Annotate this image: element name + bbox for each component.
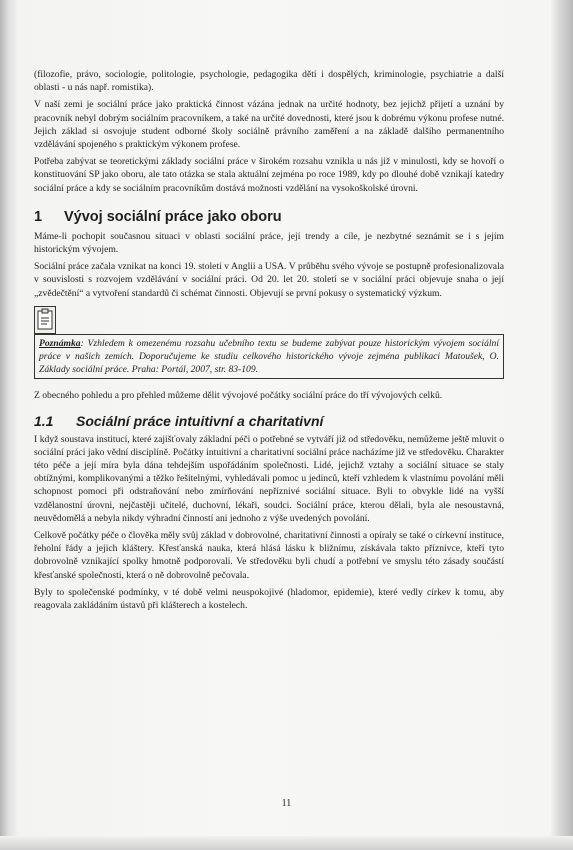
paragraph-overview: Z obecného pohledu a pro přehled můžeme dělit vývojové počátky sociální práce do tří vývojových celků. <box>34 390 443 402</box>
subsection-title: Sociální práce intuitivní a charitativní <box>76 412 324 429</box>
note-icon <box>34 306 56 334</box>
paragraph-history-intro: Máme-li pochopit současnou situaci v oblasti sociální práce, její trendy a cíle, je nezbytné seznámit se i s jejím historickým vývojem. <box>34 230 504 256</box>
paragraph-theory-need: Potřeba zabývat se teoretickými základy sociální práce v širokém rozsahu vznikla u nás již v minulosti, kdy se hovoří o konstituování SP jako oboru, ale tato otázka se stala aktuální zejména po roce 1989, kdy po dlouhé době vznikají katedry sociální práce a kdy se sociálním pracovníkům dostává možnosti vzdělání na vysokoškolské úrovni. <box>34 156 504 194</box>
paragraph-medieval-care: I když soustava institucí, které zajišťovaly základní péči o potřebné se vytváří již od středověku, nemůžeme ještě mluvit o sociální práci jako vědní disciplíně. Počátky intuitivní a charitativní sociální práce nacházíme již ve středověku. Charakter této péče a její míra byla dána tehdejším uspořádáním společnosti. Lidé, jejichž vztahy a sociální situace se staly obtížnými, komplikovanými a těžko řešitelnými, vyhledávali pomoc u jedinců, kteří vzhledem k vlastnímu povolání měli schopnost pomoci při odstraňování nebo zmírňování nepříznivé sociální situace. Byli to obvykle lidé na vyšší vzdělanostní úrovni, nejčastěji učitelé, duchovní, lékaři, soudci. Sociální práce, kterou dělali, byla ale nesoustavná, neuvědomělá a nebyla nikdy výhradní činností ani jednoho z výše uvedených povolání. <box>34 433 504 524</box>
note-box <box>34 334 504 380</box>
page-content <box>34 68 504 616</box>
paragraph-social-conditions: Byly to společenské podmínky, v té době velmi neuspokojivé (hladomor, epidemie), které vedly církev k tomu, aby reagovala zakládáním ústavů při klášterech a kostelech. <box>34 586 504 612</box>
section-heading-1 <box>34 209 504 225</box>
page-number: 11 <box>281 798 292 809</box>
paragraph-disciplines: (filozofie, právo, sociologie, politologie, psychologie, pedagogika dětí i dospělých, kriminologie, psychiatrie a další oblasti - u nás např. romistika). <box>34 69 504 94</box>
page-edge-shadow <box>551 0 573 850</box>
note-text: : Vzhledem k omezenému rozsahu učebního textu se budeme zabývat pouze historickým vývojem sociální práce v našich zemích. Doporučujeme ke studiu celkového historického vývoje zejména publikaci Matoušek, O. Základy sociální práce. Praha: Portál, 2007, str. 83-109. <box>39 337 499 376</box>
subsection-number: 1.1 <box>34 412 54 429</box>
note-label: Poznámka <box>39 337 81 349</box>
section-heading-1-1 <box>34 413 504 429</box>
section-title: Vývoj sociální práce jako oboru <box>64 208 282 225</box>
paragraph-values-skills: V naší zemi je sociální práce jako praktická činnost vázána jednak na určité hodnoty, bez jejichž přijetí a uznání by pracovník nebyl dobrým sociálním pracovníkem, a také na určité dovednosti, které jsou k dobrému výkonu profese nutné. Jejich základ si osvojuje student odborné školy sociálně právního zaměření a na základě dalšího permanentního vzdělávání spojeného s praktickým výkonem profese. <box>34 99 504 151</box>
paragraph-charity-church: Celkově počátky péče o člověka měly svůj základ v dobrovolné, charitativní činnosti a opíraly se také o církevní instituce, řeholní řády a jejich kláštery. Křesťanská nauka, která hlásá lásku k bližnímu, získávala takto příznivce, kteří tyto dobrovolně vznikající spolky hmotně podporovali. Ve středověku byli chudí a potřební ve smyslu této zásady součástí křesťanské společnosti, která o ně dobrovolně pečovala. <box>34 530 504 581</box>
page-bottom-shadow <box>0 836 573 850</box>
paragraph-origins: Sociální práce začala vznikat na konci 19. století v Anglii a USA. V průběhu svého vývoje se postupně profesionalizovala v souvislosti s rozvojem vzdělávání v sociální práci. Od 20. let 20. století se v sociální práci objevuje snaha o její „zvědečtění“ a vytvoření standardů či schémat činnosti. Objevují se první pokusy o systematický výzkum. <box>34 261 504 299</box>
section-number: 1 <box>34 208 43 225</box>
